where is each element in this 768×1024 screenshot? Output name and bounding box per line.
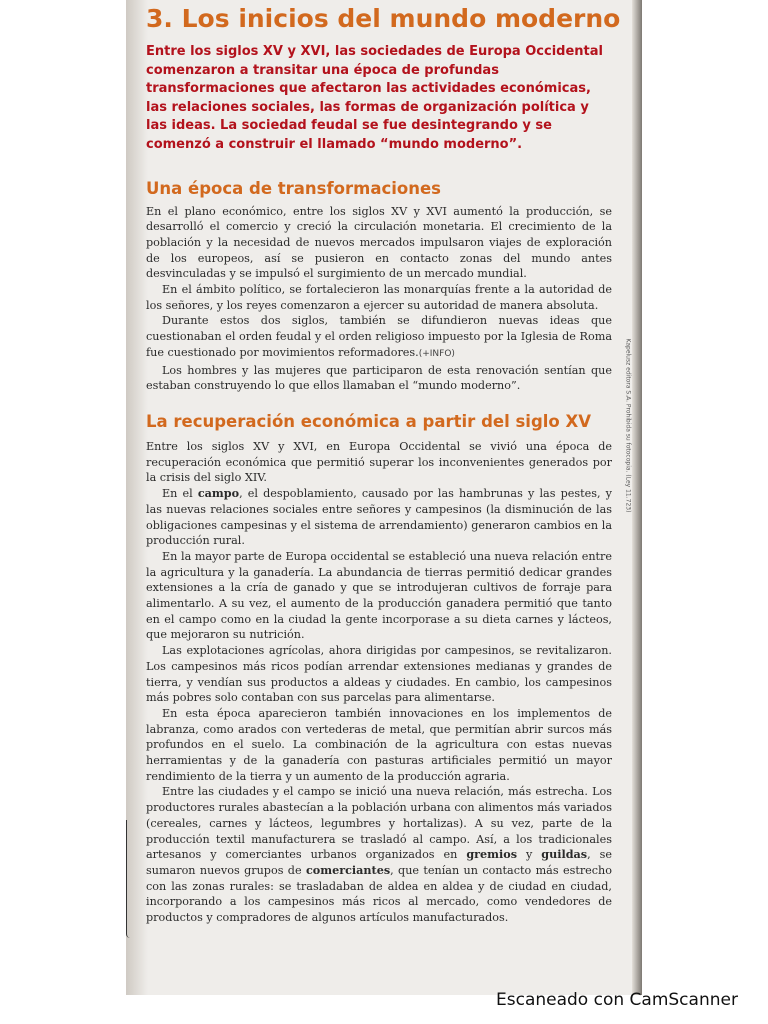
publisher-credit-text: Kapelusz editora S.A. Prohibida su fotocopia. (Ley 11.723) xyxy=(624,338,632,513)
chapter-title-text: Los inicios del mundo moderno xyxy=(181,4,621,33)
paragraph-text: , el despoblamiento, causado por las hambrunas y las pestes, y las nuevas relaciones sociales entre señores y campesinos (la disminución de las obligaciones campesinas y el sistema de arrendamiento) generaron cambios en la producción rural. xyxy=(146,487,612,548)
paragraph: Las explotaciones agrícolas, ahora dirigidas por campesinos, se revitalizaron. Los campesinos más ricos podían arrendar extensiones medianas y grandes de tierra, y vendían sus productos a aldeas y ciudades. En cambio, los campesinos más pobres solo contaban con sus parcelas para alimentarse. xyxy=(146,644,612,705)
paragraph: En el plano económico, entre los siglos XV y XVI aumentó la producción, se desarrolló el comercio y creció la circulación monetaria. El crecimiento de la población y la necesidad de nuevos mercados impulsaron viajes de exploración de los europeos, así se pusieron en contacto zonas del mundo antes desvinculadas y se impulsó el surgimiento de un mercado mundial. xyxy=(146,204,612,281)
bold-term: campo xyxy=(197,486,240,501)
bold-term: guildas xyxy=(541,847,588,862)
paragraph xyxy=(146,486,612,549)
scanner-watermark: Escaneado con CamScanner xyxy=(496,990,738,1010)
paragraph xyxy=(146,313,612,362)
section-heading-recuperacion: La recuperación económica a partir del siglo XV xyxy=(146,412,591,431)
chapter-title xyxy=(146,4,621,33)
paragraph-text: , se sumaron nuevos grupos de xyxy=(146,848,612,877)
paragraph-text: En el xyxy=(162,487,198,501)
margin-bracket xyxy=(126,820,133,938)
paragraph-text: y xyxy=(517,848,542,862)
paragraph-text: Durante estos dos siglos, también se difundieron nuevas ideas que cuestionaban el orden feudal y el orden religioso impuesto por la Iglesia de Roma fue cuestionado por movimientos reformadores. xyxy=(146,314,612,359)
paragraph: En el ámbito político, se fortalecieron las monarquías frente a la autoridad de los señores, y los reyes comenzaron a ejercer su autoridad de manera absoluta. xyxy=(146,283,612,312)
bold-term: gremios xyxy=(466,847,517,862)
book-page xyxy=(126,0,642,995)
bold-term: comerciantes xyxy=(305,862,391,877)
paragraph: Entre los siglos XV y XVI, en Europa Occidental se vivió una época de recuperación económica que permitió superar los inconvenientes generados por la crisis del siglo XIV. xyxy=(146,440,612,485)
chapter-intro: Entre los siglos XV y XVI, las sociedades de Europa Occidental comenzaron a transitar una época de profundas transformaciones que afectaron las actividades económicas, las relaciones sociales, las formas de organización política y las ideas. La sociedad feudal se fue desintegrando y se comenzó a construir el llamado “mundo moderno”. xyxy=(146,44,603,152)
paragraph: En la mayor parte de Europa occidental se estableció una nueva relación entre la agricultura y la ganadería. La abundancia de tierras permitió dedicar grandes extensiones a la cría de ganado y que se introdujeran cultivos de forraje para alimentarlo. A su vez, el aumento de la producción ganadera permitió que tanto en el campo como en la ciudad la gente incorporase a su dieta carnes y lácteos, que mejoraron su nutrición. xyxy=(146,549,612,642)
page-content xyxy=(146,4,621,926)
paragraph xyxy=(146,784,612,925)
paragraph-text: Entre las ciudades y el campo se inició una nueva relación, más estrecha. Los productores rurales abastecían a la población urbana con alimentos más variados (cereales, carnes y lácteos, legumbres y hortalizas). A su vez, parte de la producción textil manufacturera se trasladó al campo. Así, a los tradicionales artesanos y comerciantes urbanos organizados en xyxy=(146,785,612,862)
page-spine-shadow xyxy=(632,0,642,995)
paragraph: En esta época aparecieron también innovaciones en los implementos de labranza, como arados con vertederas de metal, que permitían abrir surcos más profundos en el suelo. La combinación de la agricultura con estas nuevas herramientas y de la ganadería con pasturas artificiales permitió un mayor rendimiento de la tierra y un aumento de la producción agraria. xyxy=(146,706,612,783)
paragraph-text: , que tenían un contacto más estrecho con las zonas rurales: se trasladaban de aldea en aldea y de ciudad en ciudad, incorporando a los campesinos más ricos al mercado, como vendedores de productos y compradores de algunos artículos manufacturados. xyxy=(146,863,612,925)
info-link[interactable]: (+INFO) xyxy=(418,348,455,359)
chapter-number: 3. xyxy=(146,4,173,33)
publisher-credit xyxy=(618,338,632,580)
paragraph: Los hombres y las mujeres que participaron de esta renovación sentían que estaban construyendo lo que ellos llamaban el “mundo moderno”. xyxy=(146,363,612,393)
section-heading-transformaciones: Una época de transformaciones xyxy=(146,178,442,198)
